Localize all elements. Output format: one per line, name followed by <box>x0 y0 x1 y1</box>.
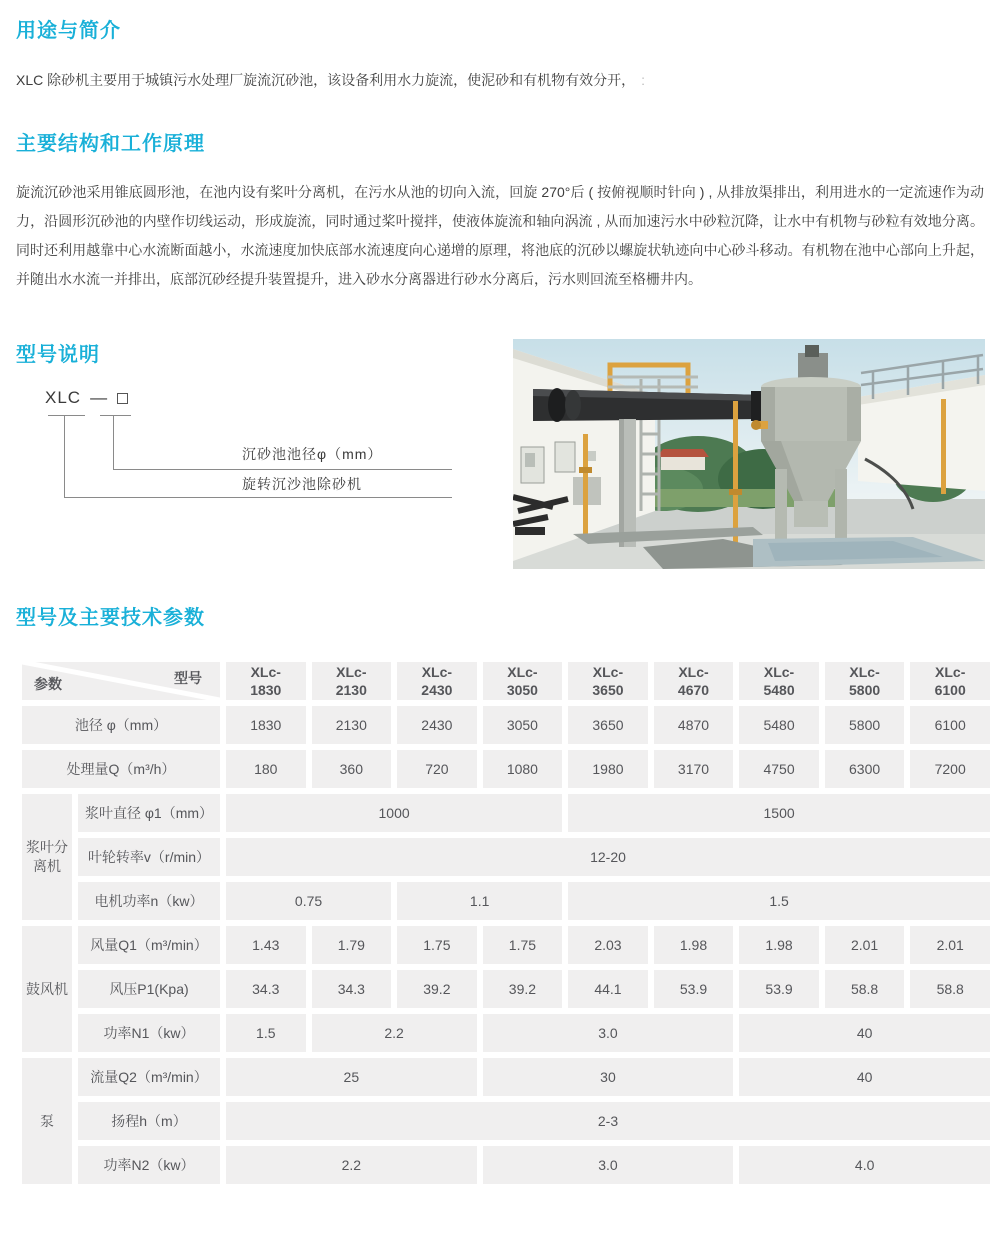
cell: 180 <box>226 750 306 788</box>
row-label: 处理量Q（m³/h） <box>22 750 220 788</box>
row-label: 风量Q1（m³/min） <box>78 926 220 964</box>
cell: 1.75 <box>397 926 477 964</box>
cell: 1.98 <box>739 926 819 964</box>
cell: 6300 <box>825 750 905 788</box>
diagram-leader-diameter <box>113 469 452 470</box>
model-header: XLc- 3050 <box>483 662 563 700</box>
group-label-blower: 鼓风机 <box>22 926 72 1052</box>
row-motor-power <box>22 882 990 920</box>
diagram-vertical-right <box>113 415 114 469</box>
row-air-volume <box>22 926 990 964</box>
cell: 30 <box>483 1058 734 1096</box>
cell: 1000 <box>226 794 562 832</box>
model-header: XLc- 1830 <box>226 662 306 700</box>
cell: 4870 <box>654 706 734 744</box>
cell: 58.8 <box>825 970 905 1008</box>
cell: 39.2 <box>397 970 477 1008</box>
model-header: XLc- 3650 <box>568 662 648 700</box>
row-label: 扬程h（m） <box>78 1102 220 1140</box>
cell: 58.8 <box>910 970 990 1008</box>
model-header: XLc- 5480 <box>739 662 819 700</box>
diagram-label-diameter: 沉砂池池径φ（mm） <box>242 446 383 462</box>
group-label-paddle-separator: 浆叶分离机 <box>22 794 72 920</box>
cell: 1980 <box>568 750 648 788</box>
cell: 1080 <box>483 750 563 788</box>
heading-model: 型号说明 <box>16 344 100 366</box>
row-label: 功率N2（kw） <box>78 1146 220 1184</box>
model-header: XLc- 5800 <box>825 662 905 700</box>
diagram-underline-left <box>48 415 85 416</box>
cell: 4750 <box>739 750 819 788</box>
cell: 720 <box>397 750 477 788</box>
cell: 40 <box>739 1014 990 1052</box>
cell: 3.0 <box>483 1014 734 1052</box>
cell: 1.75 <box>483 926 563 964</box>
cell: 1.98 <box>654 926 734 964</box>
model-code <box>45 388 128 408</box>
group-label-pump: 泵 <box>22 1058 72 1184</box>
cell: 3050 <box>483 706 563 744</box>
cell: 1.1 <box>397 882 562 920</box>
model-header: XLc- 2130 <box>312 662 392 700</box>
cell: 3.0 <box>483 1146 734 1184</box>
cell: 2.2 <box>312 1014 477 1052</box>
model-section <box>16 332 984 575</box>
cell: 34.3 <box>226 970 306 1008</box>
heading-principle: 主要结构和工作原理 <box>16 133 205 155</box>
cell: 1.5 <box>226 1014 306 1052</box>
corner-label-model: 型号 <box>174 670 202 686</box>
table-corner-cell <box>22 662 220 700</box>
cell: 25 <box>226 1058 477 1096</box>
model-header: XLc- 4670 <box>654 662 734 700</box>
cell: 5480 <box>739 706 819 744</box>
row-air-pressure <box>22 970 990 1008</box>
model-header: XLc- 6100 <box>910 662 990 700</box>
row-label: 流量Q2（m³/min） <box>78 1058 220 1096</box>
cell: 12-20 <box>226 838 990 876</box>
model-code-text: XLC <box>45 388 82 407</box>
cell: 3650 <box>568 706 648 744</box>
row-capacity <box>22 750 990 788</box>
table-header-row <box>22 662 990 700</box>
cell: 3170 <box>654 750 734 788</box>
row-label: 叶轮转率v（r/min） <box>78 838 220 876</box>
intro-tail: : <box>641 72 646 88</box>
cell: 2-3 <box>226 1102 990 1140</box>
cell: 34.3 <box>312 970 392 1008</box>
equipment-photo <box>513 339 985 569</box>
diagram-label-machine: 旋转沉沙池除砂机 <box>242 476 362 492</box>
cell: 40 <box>739 1058 990 1096</box>
intro-text: XLC 除砂机主要用于城镇污水处理厂旋流沉砂池，该设备利用水力旋流，使泥砂和有机物有效分开， <box>16 72 636 88</box>
row-pump-power <box>22 1146 990 1184</box>
corner-label-param: 参数 <box>34 676 62 692</box>
row-label: 风压P1(Kpa) <box>78 970 220 1008</box>
spec-table <box>16 656 996 1190</box>
cell: 2.2 <box>226 1146 477 1184</box>
cell: 44.1 <box>568 970 648 1008</box>
row-blower-power <box>22 1014 990 1052</box>
cell: 4.0 <box>739 1146 990 1184</box>
cell: 0.75 <box>226 882 391 920</box>
row-pump-head <box>22 1102 990 1140</box>
cell: 5800 <box>825 706 905 744</box>
row-paddle-diameter <box>22 794 990 832</box>
cell: 1500 <box>568 794 990 832</box>
model-code-placeholder-box <box>117 393 128 404</box>
diagram-underline-right <box>100 415 131 416</box>
row-label: 池径 φ（mm） <box>22 706 220 744</box>
cell: 2.01 <box>825 926 905 964</box>
row-label: 浆叶直径 φ1（mm） <box>78 794 220 832</box>
cell: 1.5 <box>568 882 990 920</box>
heading-intro: 用途与简介 <box>16 20 121 42</box>
cell: 39.2 <box>483 970 563 1008</box>
cell: 2.01 <box>910 926 990 964</box>
row-impeller-speed <box>22 838 990 876</box>
cell: 2.03 <box>568 926 648 964</box>
model-header: XLc- 2430 <box>397 662 477 700</box>
model-code-dash: — <box>90 388 109 407</box>
cell: 360 <box>312 750 392 788</box>
row-pump-flow <box>22 1058 990 1096</box>
cell: 1.43 <box>226 926 306 964</box>
cell: 2130 <box>312 706 392 744</box>
cell: 7200 <box>910 750 990 788</box>
cell: 6100 <box>910 706 990 744</box>
row-label: 功率N1（kw） <box>78 1014 220 1052</box>
row-label: 电机功率n（kw） <box>78 882 220 920</box>
principle-paragraph: 旋流沉砂池采用锥底圆形池，在池内设有桨叶分离机，在污水从池的切向入流，回旋 270°后 ( 按俯视顺时针向 ) , 从排放渠排出，利用进水的一定流速作为动力，沿圆形沉砂池的内壁作切线运动，形成旋流，同时通过桨叶搅拌，使液体旋流和轴向涡流 , 从而加速污水中砂粒沉降，让水中有机物与砂粒有效地分离。同时还利用越靠中心水流断面越小，水流速度加快底部水流速度向心递增的原理，将池底的沉砂以螺旋状轨迹向中心砂斗移动。有机物在池中心部向上升起，并随出水水流一并排出，底部沉砂经提升装置提升，进入砂水分离器进行砂水分离后，污水则回流至格栅井内。 <box>16 184 984 287</box>
cell: 1830 <box>226 706 306 744</box>
cell: 1.79 <box>312 926 392 964</box>
intro-paragraph <box>16 69 984 91</box>
heading-specs: 型号及主要技术参数 <box>16 607 205 629</box>
diagram-vertical-left <box>64 415 65 497</box>
cell: 53.9 <box>654 970 734 1008</box>
diagram-leader-machine <box>64 497 452 498</box>
row-pool-diameter <box>22 706 990 744</box>
cell: 2430 <box>397 706 477 744</box>
cell: 53.9 <box>739 970 819 1008</box>
